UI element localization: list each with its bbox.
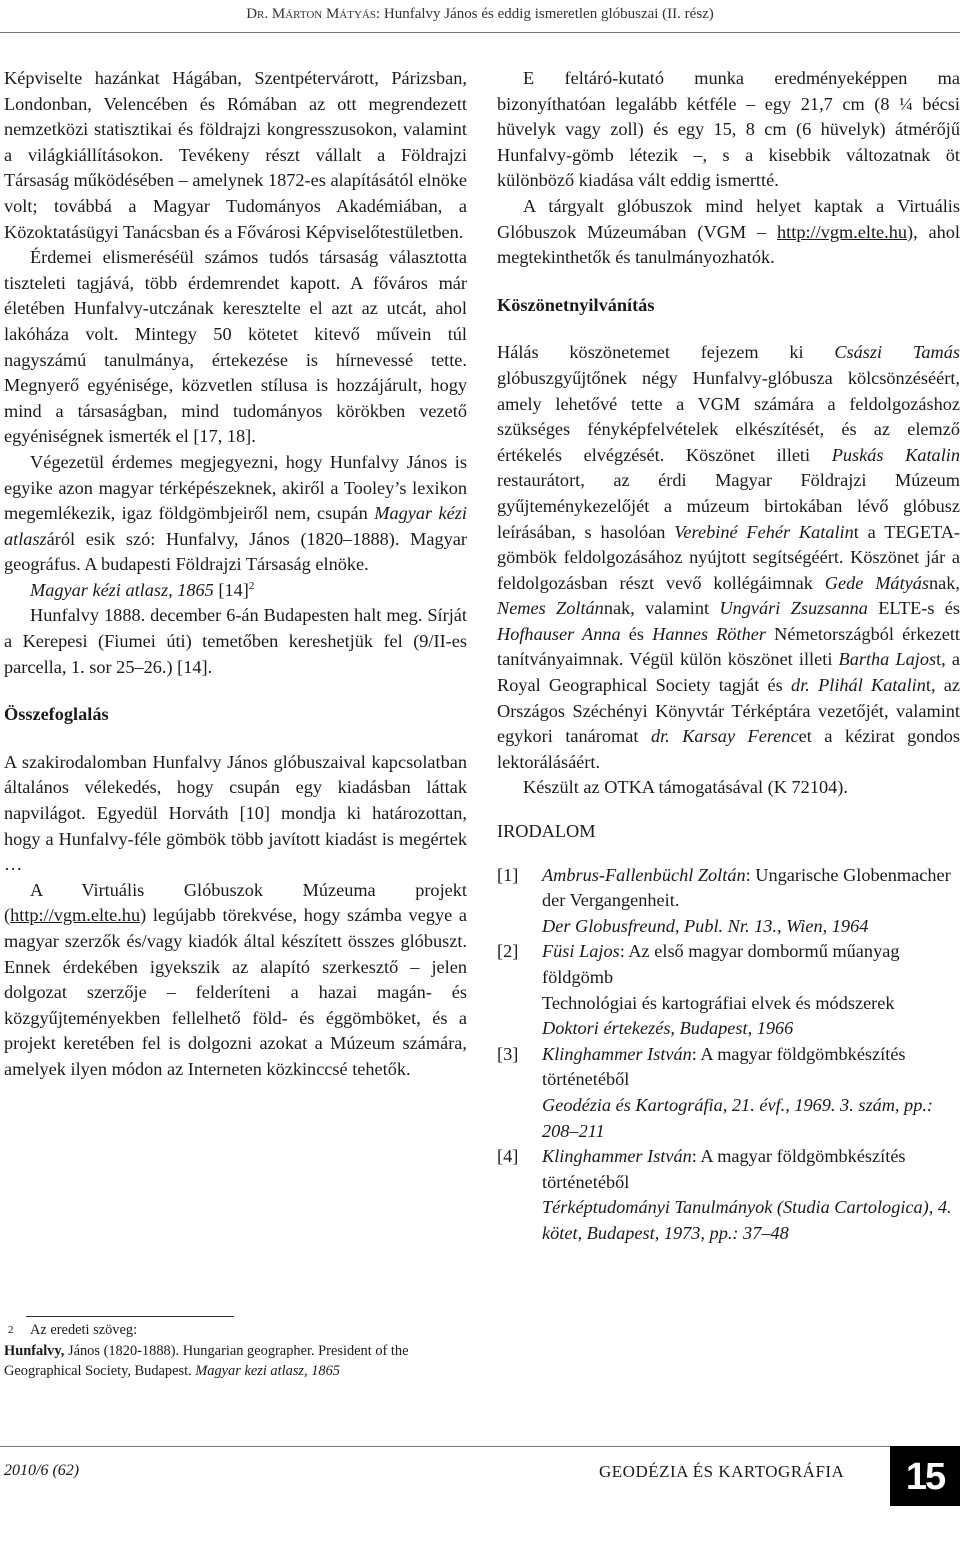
right-paragraph-1: E feltáró-kutató munka eredményeképpen ma bizonyíthatóan legalább kétféle ‒ egy 21,7 cm (8 ¼ bécsi hüvelyk vagy zoll) és egy 15, 8 cm (6 hüvelyk) átmérőjű Hunfalvy-gömb létezik ‒, s a kisebbik változatnak öt különböző kiadása vált eddig ismertté. (497, 68, 960, 191)
footer-rule (0, 1446, 960, 1447)
person-name: Császi Tamás (834, 342, 960, 363)
section-heading-acknowledgements: Köszönetnyilvánítás (497, 294, 655, 315)
footnote-bold: Hunfalvy, (4, 1342, 65, 1359)
header-author: Dr. Márton Mátyás: (246, 6, 381, 22)
left-paragraph-1: Képviselte hazánkat Hágában, Szentpétervárott, Párizsban, Londonban, Velencében és Rómában az ott megrendezett nemzetközi statisztikai és földrajzi kongresszusokon, valamint a világkiállításokon. Tevékeny részt vállalt a Földrajzi Társaság működésében ‒ amelynek 1872-es alapításától elnöke volt; továbbá a Magyar Tudományos Akadémiában, a Közoktatásügyi Tanácsban és a Fővárosi Képviselőtestületben. (4, 68, 467, 242)
atlas-citation: Magyar kézi atlasz, 1865 (30, 579, 214, 600)
left-paragraph-5: Hunfalvy 1888. december 6-án Budapesten halt meg. Sírját a Kerepesi (Fiumei úti) temetőben kereshetjük fel (9/II-es parcella, 1. sor 25‒26.) [14]. (4, 605, 467, 677)
reference-title: : A magyar földgömbkészítés történetéből (542, 1043, 906, 1090)
left-paragraph-6: A szakirodalomban Hunfalvy János glóbuszaival kapcsolatban általános vélekedés, hogy csupán egy kiadásban láttak napvilágot. Egyedül Horváth [10] mondja ki határozottan, hogy a Hunfalvy-féle gömbök több javított kiadást is megértek … (4, 751, 467, 875)
footnote-marker: 2 (248, 579, 255, 592)
references-heading: IRODALOM (497, 821, 596, 842)
reference-author: Klinghammer István (542, 1043, 692, 1064)
person-name: Bartha Lajos (838, 649, 937, 670)
text-run: nak, valamint (603, 598, 720, 619)
reference-number: [1] (497, 864, 519, 885)
page-number: 15 (890, 1446, 960, 1506)
text-run: A Virtuális Glóbuszok Múzeuma projekt ( (4, 879, 467, 926)
text-run: nak, (929, 572, 960, 593)
reference-title: : Ungarische Globenmacher der Vergangenheit. (542, 864, 951, 911)
reference-title: : Az első magyar dombormű műanyag földgömb (542, 941, 900, 987)
footnote-line-1: Az eredeti szöveg: (30, 1322, 138, 1338)
reference-subtitle: Technológiai és kartográfiai elvek és módszerek (542, 992, 895, 1013)
text-run: A tárgyalt glóbuszok mind helyet kaptak a Virtuális Glóbuszok Múzeumában (VGM ‒ (497, 195, 960, 242)
reference-item (497, 1042, 960, 1144)
running-header (0, 6, 960, 23)
footnote-rule (26, 1316, 234, 1317)
text-run: t, a Royal Geographical Society tagját és (497, 649, 960, 696)
footnote (4, 1320, 467, 1382)
left-column (4, 66, 467, 1083)
reference-number: [3] (497, 1043, 519, 1064)
footnote-rest: János (1820-1888). Hungarian geographer. President of the Geographical Society, Budapest. (4, 1342, 409, 1379)
footnote-number: 2 (8, 1324, 14, 1336)
text-run: restaurátort, az érdi Magyar Földrajzi Múzeum gyűjteménykezelőjét a múzeum birtokában lévő glóbusz leírásában, s hasolóan (497, 470, 960, 542)
right-paragraph-2 (497, 194, 960, 271)
section-heading-summary: Összefoglalás (4, 704, 109, 725)
reference-author: Klinghammer István (542, 1146, 692, 1167)
reference-number: [4] (497, 1146, 519, 1167)
issue-number: 2010/6 (62) (4, 1462, 80, 1479)
text-run: Hálás köszönetemet fejezem ki (497, 342, 835, 363)
text-run: et a kézirat gondos lektorálásáért. (497, 726, 960, 772)
person-name: Hofhauser Anna (497, 623, 621, 644)
reference-number: [2] (497, 941, 519, 962)
header-title: Hunfalvy János és eddig ismeretlen glóbuszai (II. rész) (380, 6, 714, 22)
footnote-text (4, 1341, 467, 1382)
text-run: t a TEGETA-gömbök feldolgozásához nyújtott segítségéért. Köszönet jár a feldolgozásban részt vevő kollégáimnak (497, 521, 960, 593)
person-name: Ungvári Zsuzsanna (719, 598, 868, 619)
reference-item (497, 1144, 960, 1246)
text-run: ELTE-s és (867, 598, 960, 619)
person-name: dr. Karsay Ferenc (650, 726, 799, 747)
reference-body (542, 1144, 960, 1246)
reference-title: : A magyar földgömbkészítés történetéből (542, 1146, 906, 1192)
reference-author: Ambrus-Fallenbüchl Zoltán (542, 864, 746, 885)
reference-author: Füsi Lajos (542, 941, 620, 962)
vgm-link[interactable]: http://vgm.elte.hu (10, 905, 141, 926)
text-run: Németországból érkezett tanítványaimnak. Végül külön köszönet illeti (497, 623, 960, 670)
text-run: áról esik szó: Hunfalvy, János (1820‒1888). Magyar geográfus. A budapesti Földrajzi Társaság elnöke. (4, 528, 467, 575)
atlas-title: Magyar kézi atlasz (4, 503, 467, 549)
person-name: dr. Plihál Katalin (791, 675, 926, 696)
text-run: Végezetül érdemes megjegyezni, hogy Hunfalvy János is egyike azon magyar térképészeknek, akiről a Tooley’s lexikon megemlékezik, igaz földgömbjeiről nem, csupán (4, 451, 467, 524)
reference-source: Térképtudományi Tanulmányok (Studia Cartologica), 4. kötet, Budapest, 1973, pp.: 37‒48 (542, 1197, 952, 1243)
otka-note: Készült az OTKA támogatásával (K 72104). (523, 777, 848, 798)
left-paragraph-4 (4, 578, 467, 604)
text-run: ) legújabb törekvése, hogy számba vegye a magyar szerzők és/vagy kiadók által készített összes glóbuszt. Ennek érdekében igyekszik az alapító szerkesztő ‒ jelen dolgozat szerzője ‒ felderíteni a hazai magán- és közgyűjteményekben fellelhető föld- és éggömböket, és a projekt keretében fel is dolgozni azokat a Múzeum számára, amelyek ilyen módon az Interneten közkinccsé tehetők. (4, 905, 467, 1079)
reference-body (542, 939, 960, 1041)
acknowledgements-paragraph (497, 340, 960, 775)
text-run: glóbuszgyűjtőnek négy Hunfalvy-glóbusza kölcsönzéséért, amely lehetővé tette a VGM számára a feldolgozáshoz szükséges fényképfelvételek elkészítését, és az elemző értékelés elvégzését. Köszönet illeti (497, 367, 960, 465)
journal-name: GEODÉZIA ÉS KARTOGRÁFIA (599, 1462, 845, 1481)
reference-source: Der Globusfreund, Publ. Nr. 13., Wien, 1964 (542, 915, 869, 936)
text-run: t, az Országos Széchényi Könyvtár Térképtára vezetőjét, valamint egykori tanáromat (497, 675, 960, 747)
left-paragraph-7 (4, 878, 467, 1083)
footnote-italic: Magyar kezi atlasz, 1865 (195, 1363, 340, 1379)
text-run: ), ahol megtekinthetők és tanulmányozhatók. (497, 221, 960, 268)
left-paragraph-3 (4, 450, 467, 578)
person-name: Verebiné Fehér Katalin (674, 521, 854, 542)
header-rule (0, 32, 960, 33)
text-run: és (620, 623, 653, 644)
person-name: Gede Mátyás (824, 572, 930, 593)
reference-source: Doktori értekezés, Budapest, 1966 (542, 1018, 794, 1039)
reference-body (542, 1042, 960, 1144)
reference-body (542, 863, 960, 940)
person-name: Hannes Röther (652, 623, 766, 644)
reference-item (497, 863, 960, 940)
person-name: Nemes Zoltán (497, 598, 604, 619)
vgm-link[interactable]: http://vgm.elte.hu (777, 221, 908, 242)
reference-source: Geodézia és Kartográfia, 21. évf., 1969. 3. szám, pp.: 208‒211 (542, 1094, 933, 1141)
person-name: Puskás Katalin (831, 444, 960, 465)
right-column (497, 66, 960, 1247)
citation-ref: [14] (213, 579, 249, 600)
left-paragraph-2: Érdemei elismeréséül számos tudós társaság választotta tiszteleti tagjává, több érdemrendet kapott. A főváros már életében Hunfalvy-utczának keresztelte el azt az utcát, ahol lakóháza volt. Mintegy 50 kötetet kitevő művein túl nagyszámú tanulmánya, értekezése is hírnevessé tette. Megnyerő egyénisége, közvetlen stílusa is hozzájárult, hogy mind a társaságban, mind tudományos körökben vezető egyéniségnek ismerték el [17, 18]. (4, 247, 467, 447)
reference-item (497, 939, 960, 1041)
